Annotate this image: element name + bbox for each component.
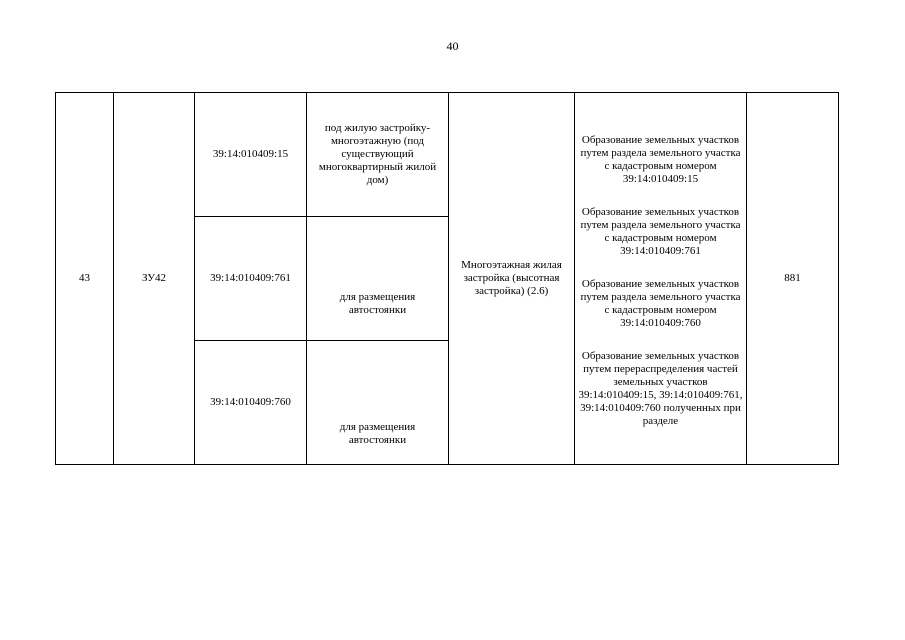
parcel-purpose-cell: под жилую застройку-многоэтажную (под существующий многоквартирный жилой дом) bbox=[307, 93, 449, 217]
cadastral-number-cell: 39:14:010409:15 bbox=[195, 93, 307, 217]
row-number-cell: 43 bbox=[56, 93, 114, 465]
action-spacer bbox=[578, 258, 743, 278]
parcel-purpose-cell: для размещения автостоянки bbox=[307, 217, 449, 341]
area-cell: 881 bbox=[747, 93, 839, 465]
table-row bbox=[56, 93, 839, 217]
cadastral-number-cell: 39:14:010409:761 bbox=[195, 217, 307, 341]
parcel-purpose-cell: для размещения автостоянки bbox=[307, 341, 449, 465]
permitted-use-cell: Многоэтажная жилая застройка (высотная застройка) (2.6) bbox=[449, 93, 575, 465]
action-spacer bbox=[578, 186, 743, 206]
cadastral-number-cell: 39:14:010409:760 bbox=[195, 341, 307, 465]
action-text: Образование земельных участков путем перераспределения частей земельных участков 39:14:010409:15, 39:14:010409:761, 39:14:010409:760 полученных при разделе bbox=[578, 349, 743, 427]
action-text: Образование земельных участков путем раздела земельного участка с кадастровым номером 39:14:010409:760 bbox=[580, 277, 741, 329]
zu-label-cell: ЗУ42 bbox=[114, 93, 195, 465]
action-text: Образование земельных участков путем раздела земельного участка с кадастровым номером 39:14:010409:15 bbox=[580, 133, 741, 185]
action-text: Образование земельных участков путем раздела земельного участка с кадастровым номером 39:14:010409:761 bbox=[580, 205, 741, 257]
action-spacer bbox=[578, 330, 743, 350]
actions-cell bbox=[575, 93, 747, 465]
page-number: 40 bbox=[446, 39, 459, 53]
land-parcels-table bbox=[55, 92, 839, 465]
